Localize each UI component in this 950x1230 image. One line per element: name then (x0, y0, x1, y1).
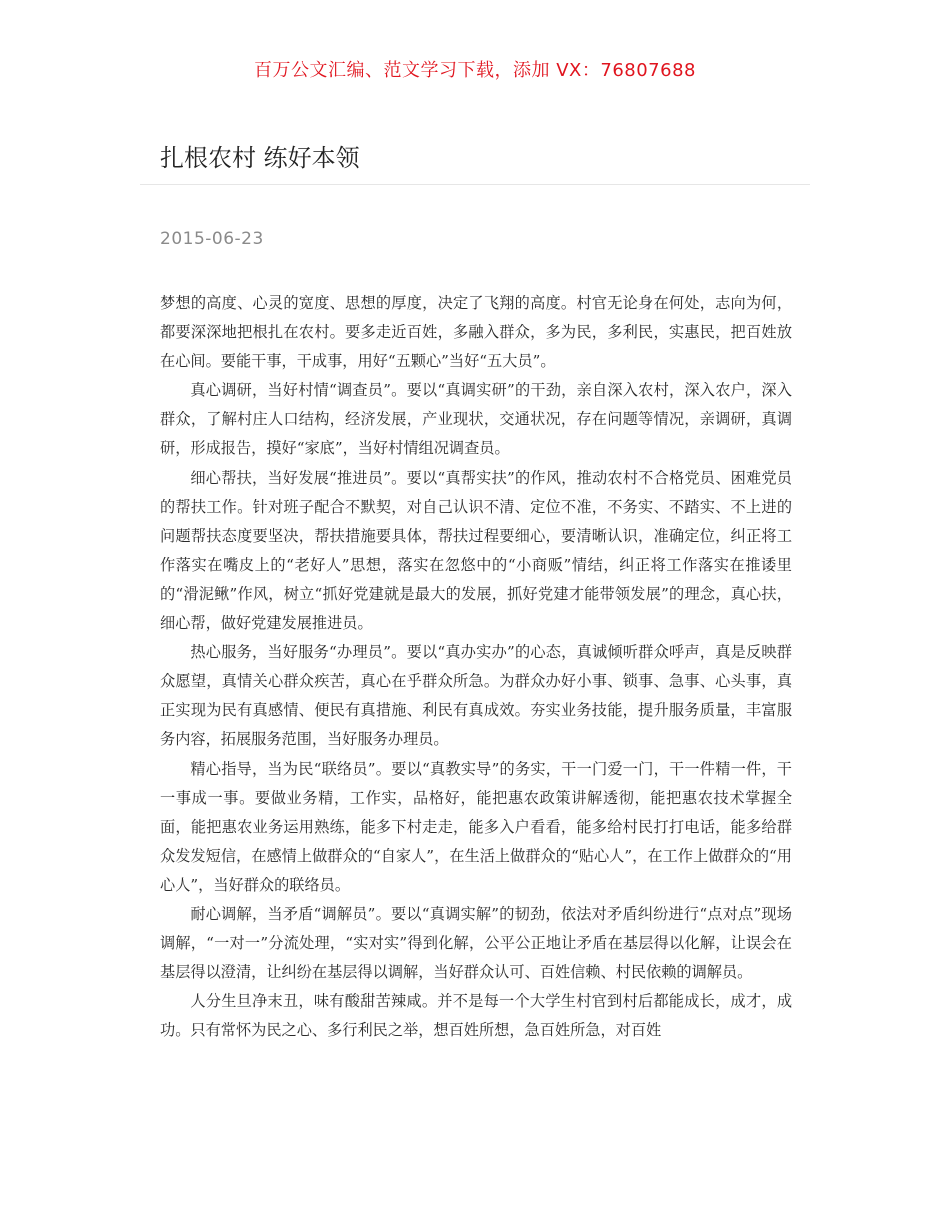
paragraph-service: 热心服务，当好服务“办理员”。要以“真办实办”的心态，真诚倾听群众呼声，真是反映群众愿望，真情关心群众疾苦，真心在乎群众所急。为群众办好小事、锁事、急事、心头事，真正实现为民有真感情、便民有真措施、利民有真成效。夯实业务技能，提升服务质量，丰富服务内容，拓展服务范围，当好服务办理员。 (160, 643, 792, 749)
article-body (160, 289, 792, 1045)
title-divider (140, 184, 810, 185)
publish-date: 2015-06-23 (160, 229, 264, 249)
paragraph-intro: 梦想的高度、心灵的宽度、思想的厚度，决定了飞翔的高度。村官无论身在何处，志向为何，都要深深地把根扎在农村。要多走近百姓，多融入群众，多为民，多利民，实惠民，把百姓放在心间。要能干事，干成事，用好“五颗心”当好“五大员”。 (160, 294, 792, 371)
paragraph-promoter: 细心帮扶，当好发展“推进员”。要以“真帮实扶”的作风，推动农村不合格党员、困难党员的帮扶工作。针对班子配合不默契，对自己认识不清、定位不准，不务实、不踏实、不上进的问题帮扶态度要坚决，帮扶措施要具体，帮扶过程要细心，要清晰认识，准确定位，纠正将工作落实在嘴皮上的“老好人”思想，落实在忽悠中的“小商贩”情结，纠正将工作落实在推诿里的“滑泥鳅”作风，树立“抓好党建就是最大的发展，抓好党建才能带领发展”的理念，真心扶，细心帮，做好党建发展推进员。 (160, 468, 792, 633)
paragraph-liaison: 精心指导，当为民“联络员”。要以“真教实导”的务实，干一门爱一门，干一件精一件，干一事成一事。要做业务精，工作实，品格好，能把惠农政策讲解透彻，能把惠农技术掌握全面，能把惠农业务运用熟练，能多下村走走，能多入户看看，能多给村民打打电话，能多给群众发发短信，在感情上做群众的“自家人”，在生活上做群众的“贴心人”，在工作上做群众的“用心人”，当好群众的联络员。 (160, 759, 792, 894)
paragraph-closing: 人分生旦净末丑，味有酸甜苦辣咸。并不是每一个大学生村官到村后都能成长，成才，成功。只有常怀为民之心、多行利民之举，想百姓所想，急百姓所急，对百姓 (160, 992, 792, 1040)
article-title: 扎根农村 练好本领 (160, 144, 360, 172)
paragraph-mediator: 耐心调解，当矛盾“调解员”。要以“真调实解”的韧劲，依法对矛盾纠纷进行“点对点”现场调解，“一对一”分流处理，“实对实”得到化解，公平公正地让矛盾在基层得以化解，让误会在基层得以澄清，让纠纷在基层得以调解，当好群众认可、百姓信赖、村民依赖的调解员。 (160, 904, 792, 982)
watermark-banner: 百万公文汇编、范文学习下载，添加 VX：76807688 (254, 60, 696, 81)
paragraph-investigator: 真心调研，当好村情“调查员”。要以“真调实研”的干劲，亲自深入农村，深入农户，深入群众，了解村庄人口结构，经济发展，产业现状，交通状况，存在问题等情况，亲调研，真调研，形成报告，摸好“家底”，当好村情组况调查员。 (160, 381, 792, 458)
